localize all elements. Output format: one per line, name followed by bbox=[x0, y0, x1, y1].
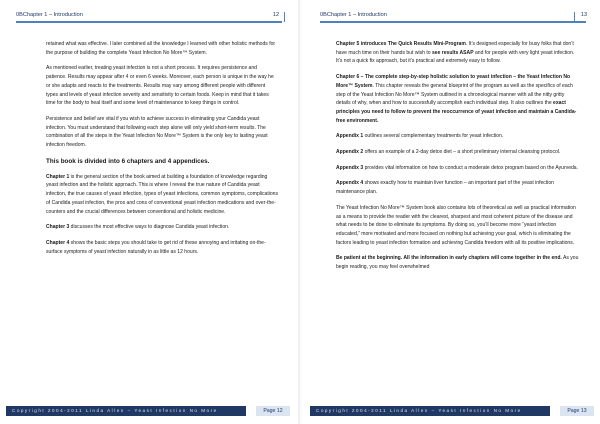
paragraph-text: As you begin reading, you may feel overwhelmed bbox=[336, 255, 579, 271]
appendix-text: offers an example of a 2-day detox diet – a short preliminary internal cleansing protocol. bbox=[363, 149, 561, 156]
header-page-number: 13 bbox=[580, 12, 588, 18]
header-page-number: 12 bbox=[272, 12, 280, 18]
header-title: 0BChapter 1 – Introduction bbox=[320, 12, 387, 18]
page-header bbox=[320, 12, 586, 24]
chapter-paragraph bbox=[336, 40, 580, 66]
paragraph: Persistence and belief are vital if you wish to achieve success in eliminating your Candida yeast infection. You must understand that following each step alone will only yield short-term results. The combination of all the steps in the Yeast Infection No More™ System is the only key to lasting yeast infection freedom. bbox=[46, 115, 268, 149]
copyright-text: Copyright 2004-2011 Linda Allen – Yeast Infection No More bbox=[12, 408, 218, 413]
footer-gap bbox=[550, 406, 560, 416]
appendix-label: Appendix 4 bbox=[336, 180, 364, 187]
section-heading: This book is divided into 6 chapters and 4 appendices. bbox=[46, 157, 210, 165]
chapter-label: Chapter 1 bbox=[46, 173, 70, 180]
emphasis-text: exact principles you need to follow to prevent the reoccurrence of yeast infection and maintain a Candida-free environment. bbox=[336, 100, 577, 124]
chapter-label: Chapter 6 – The complete step-by-step holistic solution to yeast infection – the Yeast Infection No More™ System bbox=[336, 74, 571, 89]
chapter-text: is the general section of the book aimed at building a foundation of knowledge regarding yeast infection and the holistic approach. This is where I reveal the true nature of Candida yeast infection, the true causes of yeast infection, types of yeast infections, common symptoms, complications of Candida yeast infection, the pros and cons of conventional yeast infection medications and over-the-counters and the crucial differences between conventional and holistic medicine. bbox=[46, 173, 278, 215]
page-footer bbox=[6, 406, 290, 416]
copyright-text: Copyright 2004-2011 Linda Allen – Yeast Infection No More bbox=[316, 408, 522, 413]
appendix-label: Appendix 3 bbox=[336, 164, 364, 171]
book-spine bbox=[298, 0, 302, 424]
paragraph: As mentioned earlier, treating yeast infection is not a short process. It requires persistence and patience. Results may appear after 4 or even 6 weeks. Moreover, each person is unique in the way he or she adapts and reacts to the treatments. Results may vary among different people with different types and levels of yeast infection severity and sensitivity to certain foods. Keep in mind that it takes time for the body to heal itself and some level of maintenance to keep things in control. bbox=[46, 65, 274, 107]
chapter-paragraph bbox=[46, 223, 278, 232]
chapter-label: Chapter 5 introduces The Quick Results Mini-Program bbox=[336, 41, 466, 47]
appendix-text: shows exactly how to maintain liver function – an important part of the yeast infection maintenance plan. bbox=[336, 180, 554, 196]
chapter-text: . It’s designed especially for busy folks that don’t have much time on their hands but wish to bbox=[336, 41, 574, 56]
appendix-paragraph bbox=[336, 132, 580, 141]
appendix-paragraph bbox=[336, 148, 580, 157]
chapter-label: Chapter 3 bbox=[46, 224, 70, 231]
chapter-paragraph bbox=[46, 239, 278, 256]
chapter-paragraph bbox=[336, 73, 580, 125]
paragraph: retained what was effective. I later combined all the knowledge I learned with other holistic methods for the purpose of building the complete Yeast Infection No More™ System. bbox=[46, 41, 276, 56]
emphasis-text: see results ASAP bbox=[431, 49, 474, 56]
page-body bbox=[46, 40, 278, 263]
chapter-paragraph bbox=[46, 173, 278, 217]
left-page bbox=[6, 0, 290, 424]
header-divider bbox=[284, 12, 285, 22]
appendix-label: Appendix 2 bbox=[336, 149, 364, 156]
header-rule bbox=[320, 21, 586, 23]
chapter-text: and for people with very light yeast infection. It’s not a quick fix approach, but it’s practical and extremely easy to follow. bbox=[336, 49, 575, 65]
page-footer bbox=[310, 406, 594, 416]
header-rule bbox=[16, 21, 282, 23]
chapter-label: Chapter 4 bbox=[46, 239, 70, 246]
appendix-text: provides vital information on how to conduct a moderate detox program based on the Ayurveda. bbox=[363, 164, 579, 171]
appendix-label: Appendix 1 bbox=[336, 133, 364, 140]
chapter-text: . This chapter reveals the general blueprint of the program as well as the specifics of each step of the Yeast Infection No More™ System outlined in a chronological manner with all the nitty gritty details of why, when and how to successfully accomplish each individual step. It also outlines the bbox=[336, 82, 573, 107]
right-page bbox=[310, 0, 594, 424]
chapter-text: discusses the most effective ways to diagnose Candida yeast infection. bbox=[69, 224, 230, 231]
page-header bbox=[16, 12, 282, 24]
header-title: 0BChapter 1 – Introduction bbox=[16, 12, 83, 18]
appendix-text: outlines several complementary treatments for yeast infection. bbox=[363, 133, 504, 140]
page-body bbox=[336, 40, 580, 279]
footer-page-label: Page 12 bbox=[256, 406, 290, 416]
paragraph: The Yeast Infection No More™ System book also contains lots of theoretical as well as practical information as a means to provide the reader with the clearest, sharpest and most coherent picture of the disease and what needs to be done to eliminate its symptoms. By doing so, you’ll become more “yeast infection educated,” more motivated and more focused on nothing but achieving your goal, which is eliminating the factors leading to yeast infection formation and achieving Candida freedom with all its positive implications. bbox=[336, 204, 576, 246]
chapter-text: shows the basic steps you should take to get rid of these annoying and irritating on-the-surface symptoms of yeast infection naturally in as little as 12 hours. bbox=[46, 239, 266, 255]
emphasis-text: Be patient at the beginning. All the information in early chapters will come together in the end. bbox=[336, 255, 562, 262]
paragraph bbox=[336, 254, 580, 271]
appendix-paragraph bbox=[336, 164, 580, 173]
footer-page-label: Page 13 bbox=[560, 406, 594, 416]
appendix-paragraph bbox=[336, 179, 580, 196]
footer-gap bbox=[246, 406, 256, 416]
